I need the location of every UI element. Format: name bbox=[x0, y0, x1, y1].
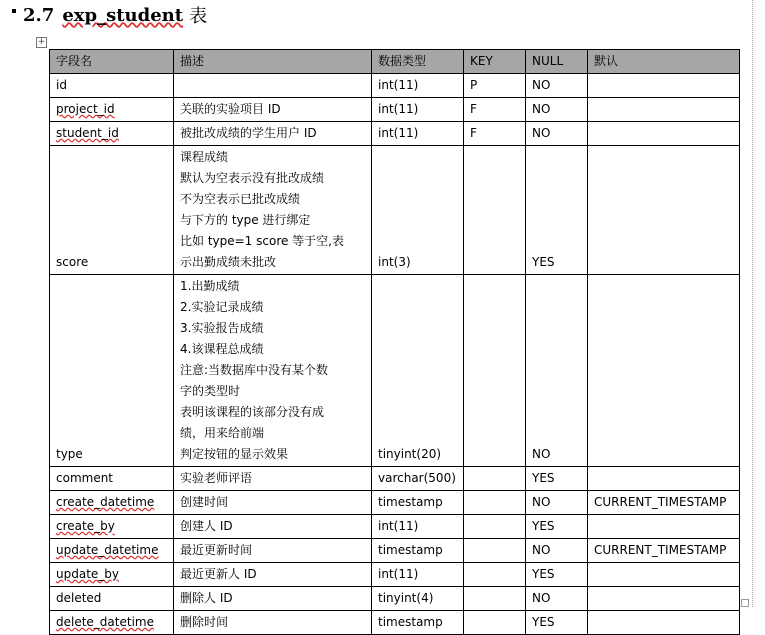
table-name: exp_student bbox=[62, 4, 184, 26]
null-cell-text: NO bbox=[532, 78, 551, 92]
description-cell[interactable] bbox=[174, 74, 372, 98]
field-name-cell[interactable] bbox=[50, 98, 174, 122]
description-line: 比如 type=1 score 等于空,表 bbox=[180, 234, 344, 248]
null-cell[interactable] bbox=[526, 611, 588, 635]
data-type-cell-text: tinyint(20) bbox=[378, 447, 442, 461]
key-cell-text: P bbox=[470, 78, 478, 92]
default-cell[interactable] bbox=[588, 74, 740, 98]
data-type-cell[interactable] bbox=[372, 515, 464, 539]
data-type-cell-text: tinyint(4) bbox=[378, 591, 434, 605]
description-line: 创建时间 bbox=[180, 495, 229, 509]
description-line: 实验老师评语 bbox=[180, 471, 253, 485]
description-line: 创建人 ID bbox=[180, 519, 233, 533]
table-row bbox=[50, 98, 740, 122]
description-line: 4.该课程总成绩 bbox=[180, 342, 264, 356]
null-cell[interactable] bbox=[526, 74, 588, 98]
description-line: 3.实验报告成绩 bbox=[180, 321, 264, 335]
field-name-cell-text: comment bbox=[56, 471, 114, 485]
bullet-icon bbox=[12, 9, 16, 13]
null-cell-text: NO bbox=[532, 102, 551, 116]
key-cell[interactable] bbox=[464, 98, 526, 122]
field-name-cell[interactable] bbox=[50, 539, 174, 563]
data-type-cell[interactable] bbox=[372, 74, 464, 98]
key-cell[interactable] bbox=[464, 122, 526, 146]
description-cell[interactable] bbox=[174, 539, 372, 563]
null-cell-text: NO bbox=[532, 447, 551, 461]
data-type-cell-text: int(3) bbox=[378, 255, 411, 269]
data-type-cell-text: timestamp bbox=[378, 615, 443, 629]
field-name-cell[interactable] bbox=[50, 146, 174, 275]
description-line: 删除人 ID bbox=[180, 591, 233, 605]
default-cell[interactable] bbox=[588, 563, 740, 587]
description-line: 表明该课程的该部分没有成 bbox=[180, 405, 325, 419]
null-cell-text: NO bbox=[532, 591, 551, 605]
description-line: 注意:当数据库中没有某个数 bbox=[180, 363, 329, 377]
field-name-cell[interactable] bbox=[50, 563, 174, 587]
null-cell[interactable] bbox=[526, 467, 588, 491]
null-cell-text: NO bbox=[532, 543, 551, 557]
key-cell[interactable] bbox=[464, 611, 526, 635]
default-cell[interactable] bbox=[588, 98, 740, 122]
table-row bbox=[50, 539, 740, 563]
table-row bbox=[50, 74, 740, 98]
section-heading bbox=[12, 2, 207, 28]
null-cell-text: YES bbox=[532, 567, 555, 581]
description-line: 与下方的 type 进行绑定 bbox=[180, 213, 311, 227]
description-line: 绩，用来给前端 bbox=[180, 426, 265, 440]
data-type-cell-text: int(11) bbox=[378, 519, 419, 533]
description-line: 被批改成绩的学生用户 ID bbox=[180, 126, 317, 140]
null-cell[interactable] bbox=[526, 275, 588, 467]
null-cell[interactable] bbox=[526, 98, 588, 122]
description-cell[interactable] bbox=[174, 563, 372, 587]
key-cell[interactable] bbox=[464, 146, 526, 275]
table-row bbox=[50, 122, 740, 146]
key-cell[interactable] bbox=[464, 467, 526, 491]
table-move-handle-icon[interactable]: + bbox=[37, 37, 46, 47]
key-cell[interactable] bbox=[464, 563, 526, 587]
key-cell[interactable] bbox=[464, 515, 526, 539]
field-name-cell-text: create_datetime bbox=[56, 495, 155, 509]
column-header: 字段名 bbox=[50, 50, 174, 74]
data-type-cell[interactable] bbox=[372, 122, 464, 146]
data-type-cell-text: int(11) bbox=[378, 78, 419, 92]
default-cell[interactable] bbox=[588, 275, 740, 467]
data-type-cell-text: int(11) bbox=[378, 126, 419, 140]
description-line: 2.实验记录成绩 bbox=[180, 300, 264, 314]
description-line: 最近更新人 ID bbox=[180, 567, 257, 581]
null-cell-text: YES bbox=[532, 471, 555, 485]
column-header: 描述 bbox=[174, 50, 372, 74]
description-cell[interactable] bbox=[174, 467, 372, 491]
default-cell-text: CURRENT_TIMESTAMP bbox=[594, 543, 727, 557]
data-type-cell-text: varchar(500) bbox=[378, 471, 456, 485]
null-cell-text: YES bbox=[532, 255, 555, 269]
table-row bbox=[50, 515, 740, 539]
data-type-cell-text: int(11) bbox=[378, 567, 419, 581]
description-line: 字的类型时 bbox=[180, 384, 241, 398]
description-line: 示出勤成绩未批改 bbox=[180, 255, 277, 269]
key-cell[interactable] bbox=[464, 491, 526, 515]
field-name-cell-text: id bbox=[56, 78, 67, 92]
data-type-cell[interactable] bbox=[372, 146, 464, 275]
key-cell[interactable] bbox=[464, 74, 526, 98]
description-line: 默认为空表示没有批改成绩 bbox=[180, 171, 325, 185]
field-name-cell-text: create_by bbox=[56, 519, 115, 533]
heading-suffix: 表 bbox=[189, 6, 208, 27]
null-cell[interactable] bbox=[526, 146, 588, 275]
column-header: KEY bbox=[464, 50, 526, 74]
description-line: 判定按钮的显示效果 bbox=[180, 447, 289, 461]
description-cell[interactable] bbox=[174, 611, 372, 635]
default-cell[interactable] bbox=[588, 467, 740, 491]
null-cell[interactable] bbox=[526, 515, 588, 539]
default-cell[interactable] bbox=[588, 539, 740, 563]
field-name-cell-text: deleted bbox=[56, 591, 102, 605]
null-cell[interactable] bbox=[526, 491, 588, 515]
data-type-cell-text: timestamp bbox=[378, 543, 443, 557]
data-type-cell[interactable] bbox=[372, 275, 464, 467]
field-name-cell-text: update_by bbox=[56, 567, 119, 581]
table-row bbox=[50, 491, 740, 515]
description-cell[interactable] bbox=[174, 275, 372, 467]
data-type-cell-text: timestamp bbox=[378, 495, 443, 509]
data-type-cell[interactable] bbox=[372, 98, 464, 122]
description-cell[interactable] bbox=[174, 122, 372, 146]
default-cell[interactable] bbox=[588, 611, 740, 635]
section-number: 2.7 bbox=[23, 4, 55, 26]
data-type-cell[interactable] bbox=[372, 491, 464, 515]
description-cell[interactable] bbox=[174, 491, 372, 515]
field-name-cell[interactable] bbox=[50, 515, 174, 539]
table-row bbox=[50, 563, 740, 587]
null-cell-text: NO bbox=[532, 495, 551, 509]
field-name-cell[interactable] bbox=[50, 491, 174, 515]
field-name-cell[interactable] bbox=[50, 74, 174, 98]
null-cell-text: NO bbox=[532, 126, 551, 140]
key-cell[interactable] bbox=[464, 539, 526, 563]
data-type-cell-text: int(11) bbox=[378, 102, 419, 116]
default-cell-text: CURRENT_TIMESTAMP bbox=[594, 495, 727, 509]
description-line: 1.出勤成绩 bbox=[180, 279, 240, 293]
field-name-cell-text: project_id bbox=[56, 102, 115, 116]
default-cell[interactable] bbox=[588, 491, 740, 515]
table-row bbox=[50, 275, 740, 467]
column-header: NULL bbox=[526, 50, 588, 74]
description-cell[interactable] bbox=[174, 98, 372, 122]
description-line: 删除时间 bbox=[180, 615, 229, 629]
key-cell[interactable] bbox=[464, 275, 526, 467]
field-name-cell[interactable] bbox=[50, 611, 174, 635]
column-header: 数据类型 bbox=[372, 50, 464, 74]
field-name-cell-text: score bbox=[56, 255, 89, 269]
table-body bbox=[50, 74, 740, 635]
null-cell-text: YES bbox=[532, 615, 555, 629]
table-row bbox=[50, 146, 740, 275]
description-line: 不为空表示已批改成绩 bbox=[180, 192, 301, 206]
description-line: 课程成绩 bbox=[180, 150, 229, 164]
table-header-row bbox=[50, 50, 740, 74]
schema-table bbox=[49, 49, 740, 635]
table-row bbox=[50, 467, 740, 491]
field-name-cell[interactable] bbox=[50, 122, 174, 146]
key-cell-text: F bbox=[470, 102, 477, 116]
field-name-cell[interactable] bbox=[50, 275, 174, 467]
default-cell[interactable] bbox=[588, 146, 740, 275]
column-header: 默认 bbox=[588, 50, 740, 74]
description-line: 关联的实验项目 ID bbox=[180, 102, 281, 116]
null-cell[interactable] bbox=[526, 539, 588, 563]
description-cell[interactable] bbox=[174, 515, 372, 539]
description-cell[interactable] bbox=[174, 146, 372, 275]
field-name-cell-text: student_id bbox=[56, 126, 119, 140]
null-cell-text: YES bbox=[532, 519, 555, 533]
table-row bbox=[50, 611, 740, 635]
page-margin-guide bbox=[752, 0, 753, 607]
null-cell[interactable] bbox=[526, 563, 588, 587]
data-type-cell[interactable] bbox=[372, 467, 464, 491]
table-resize-handle[interactable] bbox=[741, 599, 749, 607]
field-name-cell-text: type bbox=[56, 447, 83, 461]
field-name-cell[interactable] bbox=[50, 467, 174, 491]
data-type-cell[interactable] bbox=[372, 563, 464, 587]
default-cell[interactable] bbox=[588, 122, 740, 146]
data-type-cell[interactable] bbox=[372, 611, 464, 635]
default-cell[interactable] bbox=[588, 515, 740, 539]
field-name-cell-text: delete_datetime bbox=[56, 615, 154, 629]
field-name-cell-text: update_datetime bbox=[56, 543, 159, 557]
data-type-cell[interactable] bbox=[372, 539, 464, 563]
description-line: 最近更新时间 bbox=[180, 543, 253, 557]
key-cell-text: F bbox=[470, 126, 477, 140]
null-cell[interactable] bbox=[526, 122, 588, 146]
